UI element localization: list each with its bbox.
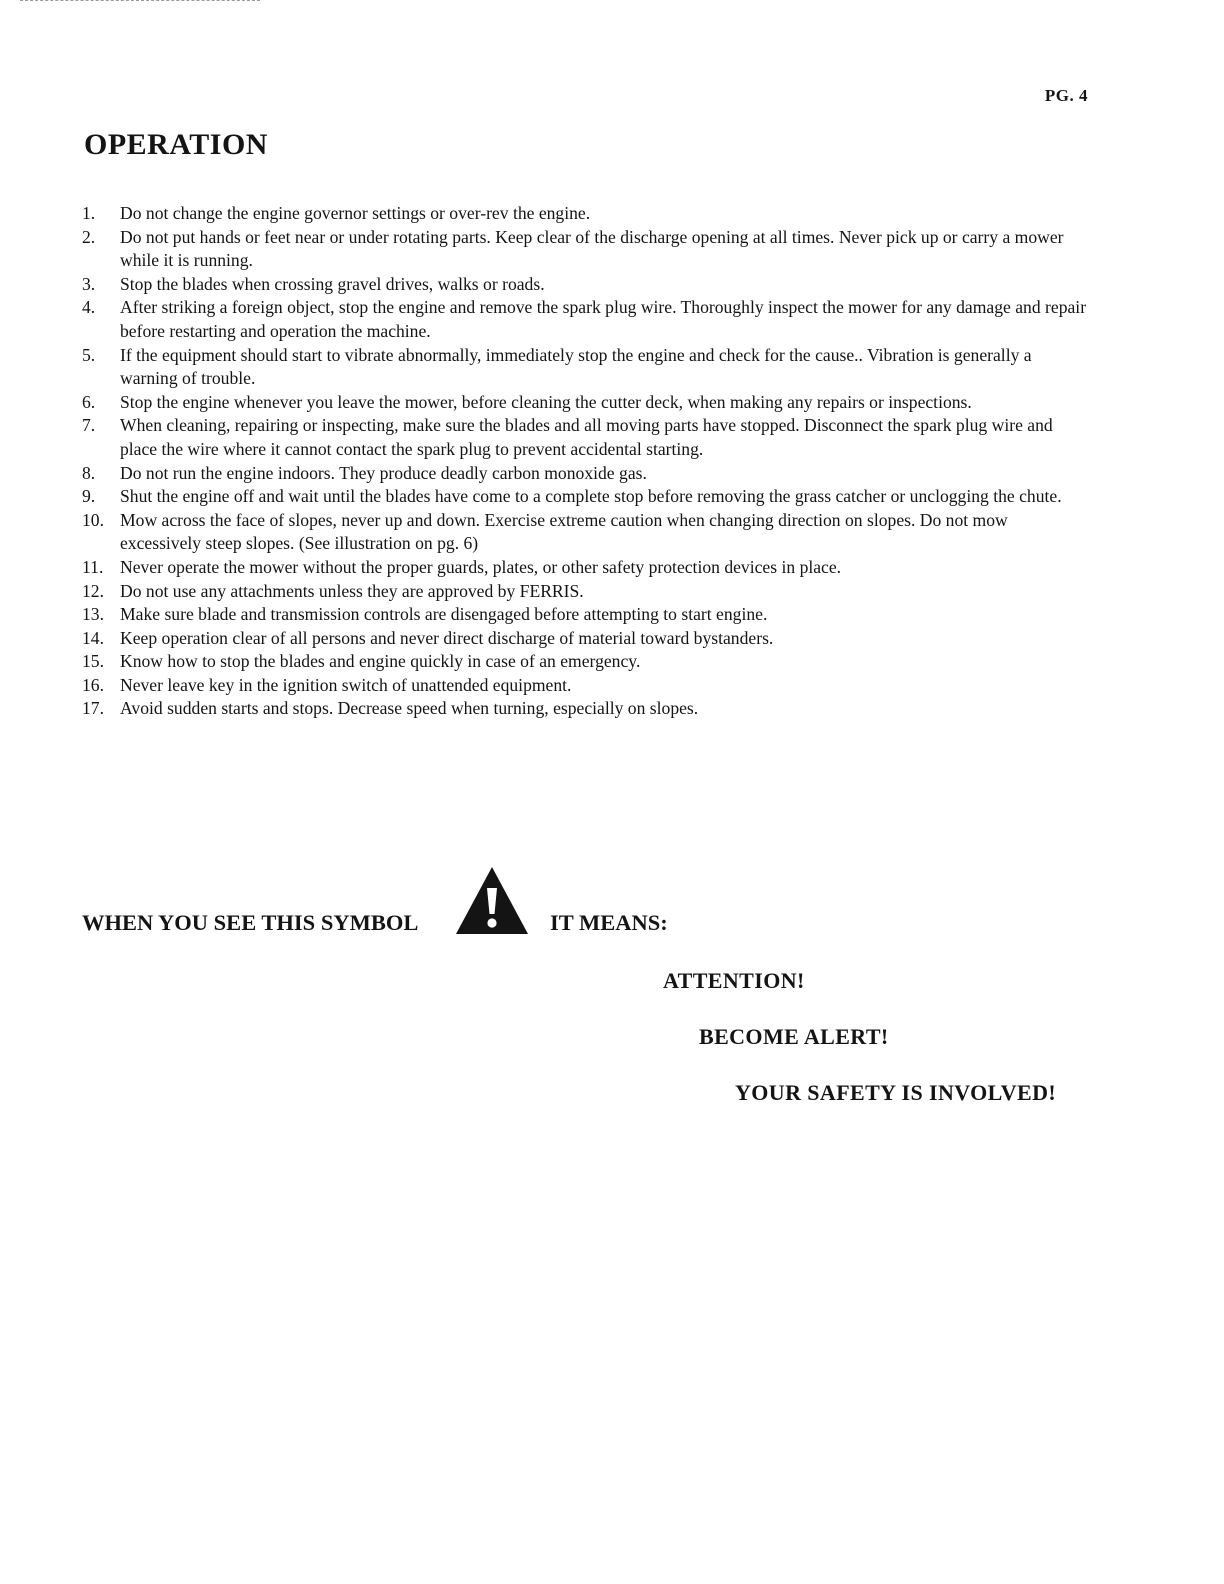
rule-text: Do not run the engine indoors. They produce deadly carbon monoxide gas.	[120, 462, 647, 483]
rule-item	[82, 391, 1092, 415]
rule-number: 7.	[82, 415, 96, 436]
rule-text: Mow across the face of slopes, never up and down. Exercise extreme caution when changing direction on slopes. Do not mow excessively steep slopes. (See illustration on pg. 6)	[120, 509, 1008, 554]
rule-item	[82, 509, 1092, 556]
rule-text: Avoid sudden starts and stops. Decrease speed when turning, especially on slopes.	[120, 698, 699, 719]
rule-text: After striking a foreign object, stop the engine and remove the spark plug wire. Thoroughly inspect the mower for any damage and repair before restarting and operation the machine.	[120, 297, 1087, 341]
rule-number: 6.	[82, 391, 96, 412]
rule-text: When cleaning, repairing or inspecting, make sure the blades and all moving parts have stopped. Disconnect the spark plug wire and place the wire where it cannot contact the spark plug to prevent accidental starting.	[120, 415, 1053, 459]
rule-text: Do not use any attachments unless they are approved by FERRIS.	[120, 580, 584, 601]
safety-involved-line: YOUR SAFETY IS INVOLVED!	[735, 1080, 1057, 1105]
rule-number: 10.	[82, 509, 104, 530]
rule-item	[82, 344, 1092, 391]
rule-text: Make sure blade and transmission controls are disengaged before attempting to start engine.	[120, 604, 768, 625]
rule-number: 17.	[82, 698, 104, 719]
rule-item	[82, 603, 1092, 627]
page-number: PG. 4	[1044, 86, 1088, 105]
symbol-means-text: IT MEANS:	[550, 910, 668, 935]
rule-text: Do not put hands or feet near or under rotating parts. Keep clear of the discharge opening at all times. Never pick up or carry a mower while it is running.	[120, 226, 1064, 271]
rule-number: 15.	[82, 651, 104, 672]
rule-item	[82, 580, 1092, 604]
rule-number: 12.	[82, 580, 104, 601]
rule-number: 5.	[82, 344, 96, 365]
rule-number: 9.	[82, 486, 96, 507]
rule-text: Know how to stop the blades and engine quickly in case of an emergency.	[120, 651, 641, 672]
scan-edge-artifact	[20, 0, 260, 3]
rule-item	[82, 296, 1092, 343]
symbol-lead-text: WHEN YOU SEE THIS SYMBOL	[82, 910, 419, 935]
rule-number: 8.	[82, 462, 96, 483]
rule-item	[82, 697, 1092, 721]
rule-item	[82, 674, 1092, 698]
rule-item	[82, 485, 1092, 509]
attention-line: ATTENTION!	[663, 968, 805, 993]
rule-text: Never operate the mower without the proper guards, plates, or other safety protection devices in place.	[120, 556, 842, 577]
rule-text: If the equipment should start to vibrate abnormally, immediately stop the engine and check for the cause.. Vibration is generally a warning of trouble.	[120, 344, 1032, 389]
rule-item	[82, 414, 1092, 461]
rule-number: 1.	[82, 203, 96, 223]
rule-number: 4.	[82, 297, 96, 318]
rule-text: Stop the blades when crossing gravel drives, walks or roads.	[120, 273, 545, 294]
rule-number: 16.	[82, 674, 104, 695]
section-title: OPERATION	[84, 128, 268, 161]
become-alert-line: BECOME ALERT!	[699, 1024, 889, 1049]
rule-number: 2.	[82, 226, 96, 247]
rule-item	[82, 226, 1092, 273]
rule-number: 3.	[82, 273, 96, 294]
rule-number: 13.	[82, 604, 104, 625]
rule-text: Shut the engine off and wait until the blades have come to a complete stop before removing the grass catcher or unclogging the chute.	[120, 486, 1062, 507]
rule-number: 14.	[82, 627, 104, 648]
rule-item	[82, 556, 1092, 580]
rule-text: Stop the engine whenever you leave the mower, before cleaning the cutter deck, when making any repairs or inspections.	[120, 391, 972, 412]
rule-item	[82, 273, 1092, 297]
rule-text: Keep operation clear of all persons and never direct discharge of material toward bystanders.	[120, 627, 774, 648]
warning-triangle-icon	[454, 866, 530, 936]
rule-text: Never leave key in the ignition switch of unattended equipment.	[120, 674, 572, 695]
rule-item	[82, 202, 1092, 226]
rule-item	[82, 650, 1092, 674]
rule-text: Do not change the engine governor settings or over-rev the engine.	[120, 203, 591, 223]
operation-rules-list	[82, 202, 1092, 721]
rule-number: 11.	[82, 556, 104, 577]
rule-item	[82, 462, 1092, 486]
rule-item	[82, 627, 1092, 651]
